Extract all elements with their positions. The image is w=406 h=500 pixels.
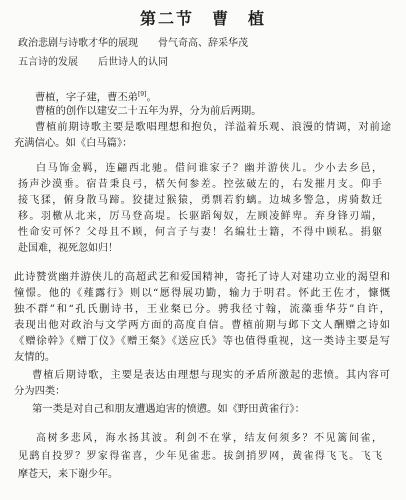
outline-line-1: 政治悲剧与诗歌才华的展现 骨气奇高、辞采华茂 [18, 38, 248, 49]
quote1-line-1: 白马饰金羁，连翩西北驰。借问谁家子？幽并游侠儿。少小去乡邑， [36, 163, 382, 174]
analysis-line-5: 《赠徐幹》《赠丁仪》《赠王粲》《送应氏》等也值得重视，这一类诗主要是写 [14, 335, 390, 347]
analysis-line-6: 友情的。 [14, 351, 56, 363]
quote1-line-6: 赴国难，视死忽如归！ [18, 243, 118, 254]
quote2-line-2: 见鹞自投罗？罗家得雀喜，少年见雀悲。拔剑捎罗网，黄雀得飞飞。飞飞 [18, 451, 382, 462]
intro-text: 曹植，字子建，曹丕弟 [35, 91, 138, 104]
footnote-marker: [9] [137, 91, 147, 98]
analysis-line-3: 独不群”和“孔氏删诗书，王业粲已分。骋我径寸翰，流藻垂华芬”自许， [14, 303, 390, 315]
intro-line-2: 曹植的创作以建安二十五年为界，分为前后两期。 [35, 105, 262, 117]
later-line-1: 曹植后期诗歌，主要是表达由理想与现实的矛盾所激起的悲愤。其内容可 [32, 369, 390, 381]
quote1-line-2: 扬声沙漠垂。宿昔秉良弓，楛矢何参差。控弦破左的，右发摧月支。仰手 [18, 179, 382, 190]
intro-punct: 。 [146, 91, 157, 104]
intro-line-4: 充满信心。如《白马篇》： [14, 137, 133, 149]
section-title: 第二节 曹 植 [139, 9, 266, 28]
quote2-line-3: 摩苍天，来下谢少年。 [18, 469, 118, 480]
quote2-line-1: 高树多悲风，海水扬其波。利剑不在掌，结友何须多？不见篱间雀， [36, 433, 382, 444]
quote1-line-3: 接飞猱，俯身散马蹄。狡捷过猴猿，勇剽若豹螭。边城多警急，虏骑数迁 [18, 195, 382, 206]
later-line-2: 分为四类： [14, 385, 66, 397]
intro-line-3: 曹植前期诗歌主要是歌唱理想和抱负，洋溢着乐观、浪漫的情调，对前途 [35, 121, 391, 133]
category-1-line: 第一类是对自己和朋友遭遇迫害的愤懑。如《野田黄雀行》： [32, 403, 305, 415]
analysis-line-2: 憧憬。他的《薤露行》则以“愿得展功勤，输力于明君。怀此王佐才，慷慨 [14, 287, 390, 299]
outline-line-2: 五言诗的发展 后世诗人的认同 [18, 57, 168, 68]
analysis-line-1: 此诗赞赏幽并游侠儿的高超武艺和爱国精神，寄托了诗人对建功立业的渴望和 [14, 271, 390, 283]
intro-line-1 [35, 88, 157, 104]
analysis-line-4: 表现出他对政治与文学两方面的高度自信。曹植前期与邺下文人酬赠之诗如 [14, 319, 390, 331]
quote1-line-4: 移。羽檄从北来，厉马登高堤。长驱蹈匈奴，左顾凌鲜卑。弃身锋刃端， [18, 211, 382, 222]
quote1-line-5: 性命安可怀？父母且不顾，何言子与妻！名编壮士籍，不得中顾私。捐躯 [18, 227, 382, 238]
